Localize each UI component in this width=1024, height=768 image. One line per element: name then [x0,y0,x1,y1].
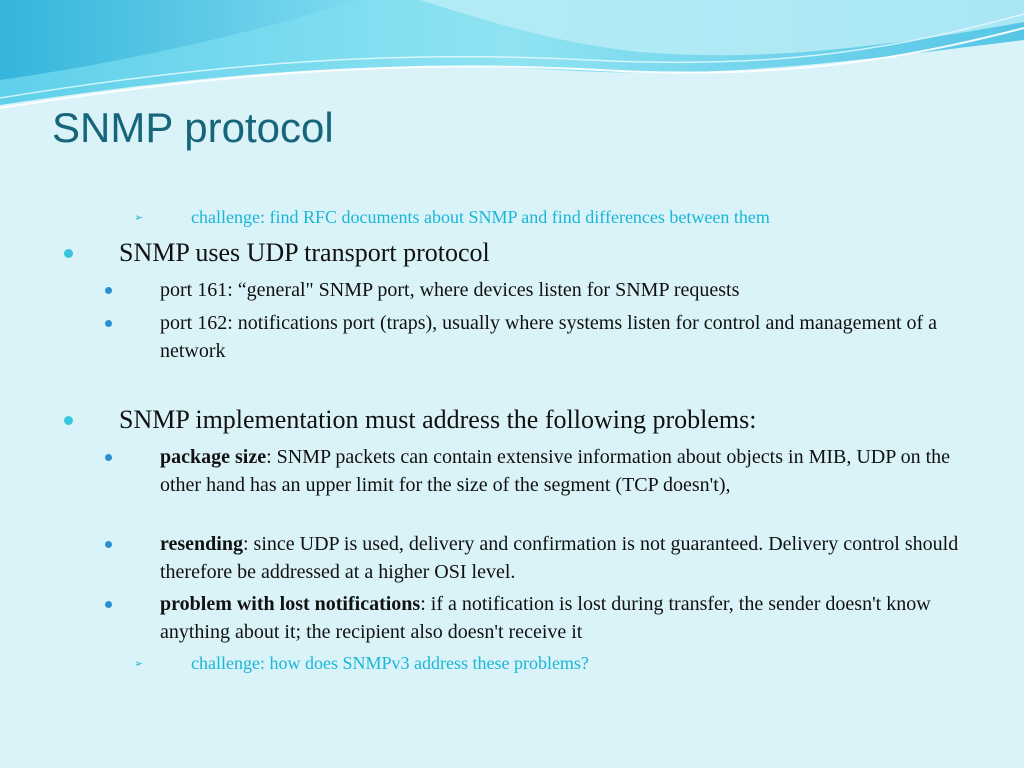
lost-notifications-desc: : if a notification is lost during transfer, the sender doesn't know anything about it; the recipient also doesn't receive it [160,593,931,643]
bullet-icon [105,601,112,608]
package-size-desc: : SNMP packets can contain extensive information about objects in MIB, UDP on the other hand has an upper limit for the size of the segment (TCP doesn't), [160,446,951,496]
resending-term: resending [160,533,243,555]
challenge-text: challenge: how does SNMPv3 address these problems? [191,653,589,673]
arrow-bullet-icon: ➢ [134,211,144,224]
udp-heading: SNMP uses UDP transport protocol [119,238,490,267]
package-size-text [160,443,960,499]
bullet-icon [105,287,112,294]
lost-notifications-text [160,590,990,646]
slide-title: SNMP protocol [52,104,334,151]
challenge-text: challenge: find RFC documents about SNMP and find differences between them [191,207,770,227]
bullet-icon [64,249,73,258]
bullet-icon [105,454,112,461]
bullet-icon [64,416,73,425]
package-size-term: package size [160,446,267,468]
port-162-text: port 162: notifications port (traps), usually where systems listen for control and management of a network [160,312,938,362]
implementation-heading: SNMP implementation must address the following problems: [119,405,757,434]
bullet-icon [105,320,112,327]
resending-desc: : since UDP is used, delivery and confirmation is not guaranteed. Delivery control should therefore be addressed at a higher OSI level. [160,533,959,583]
bullet-icon [105,541,112,548]
port-161-text: port 161: “general" SNMP port, where devices listen for SNMP requests [160,279,740,301]
resending-text [160,530,995,586]
lost-notifications-term: problem with lost notifications [160,593,421,615]
arrow-bullet-icon: ➢ [134,657,144,670]
